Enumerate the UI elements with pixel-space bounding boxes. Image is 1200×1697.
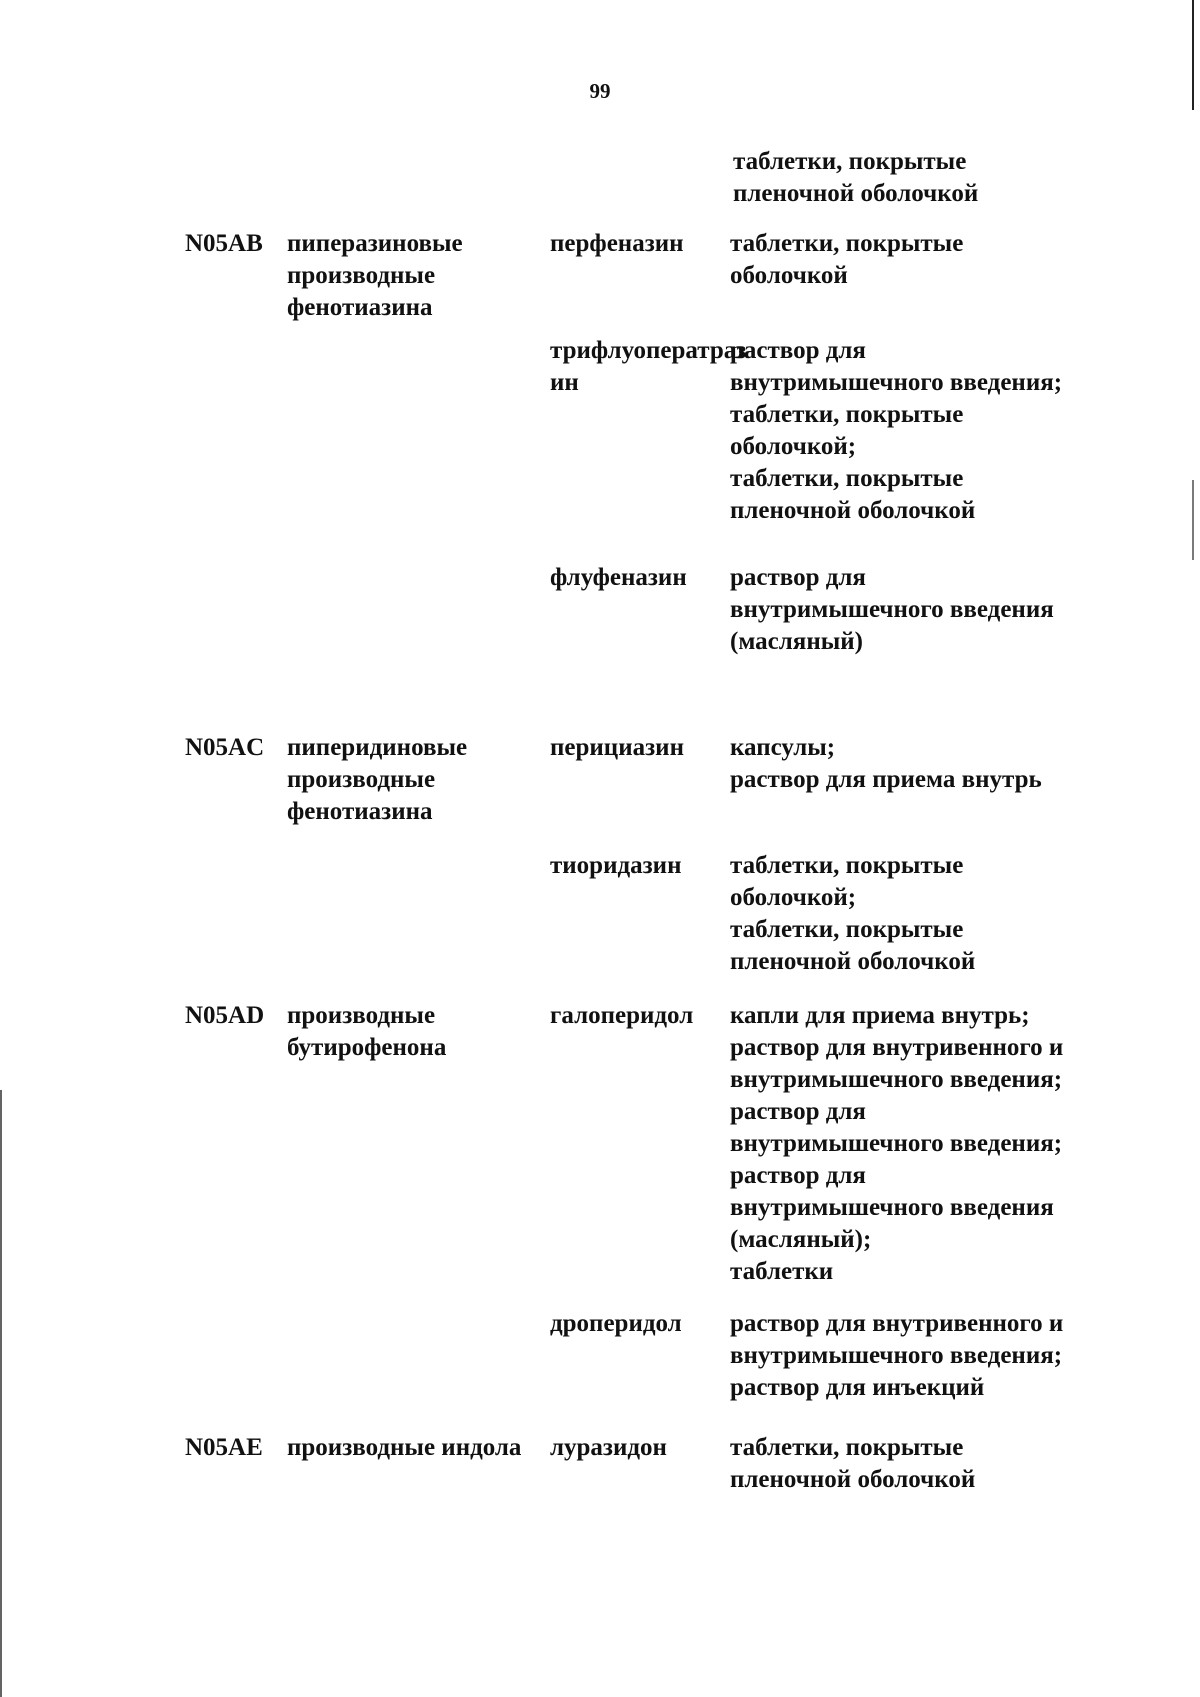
group-line: производные индола: [287, 1434, 522, 1461]
form-line: внутримышечного введения: [730, 596, 1054, 623]
group-line: фенотиазина: [287, 798, 433, 825]
group-line: производные: [287, 262, 436, 289]
drug-line: трифлуоператраз: [550, 337, 747, 364]
scan-edge-mark: [0, 1090, 2, 1697]
form-line: таблетки, покрытые: [730, 230, 964, 257]
form-line: капли для приема внутрь;: [730, 1002, 1030, 1029]
form-line: таблетки: [730, 1258, 834, 1285]
form-line: (масляный): [730, 628, 863, 655]
group-line: пиперазиновые: [287, 230, 463, 257]
drug-name: [550, 1308, 728, 1340]
atc-code: N05AD: [185, 1002, 265, 1029]
group-line: пиперидиновые: [287, 734, 468, 761]
form-line: пленочной оболочкой: [730, 1466, 976, 1493]
form-line: раствор для: [730, 1162, 866, 1189]
drug-line: галоперидол: [550, 1002, 694, 1029]
form-line: таблетки, покрытые: [730, 852, 964, 879]
drug-line: ин: [550, 369, 579, 396]
form-line: оболочкой;: [730, 884, 857, 911]
group-line: производные: [287, 766, 436, 793]
form-line: раствор для инъекций: [730, 1374, 985, 1401]
drug-line: перфеназин: [550, 230, 684, 257]
dosage-forms: [730, 335, 1160, 527]
drug-line: перициазин: [550, 734, 684, 761]
atc-group-name: [287, 228, 547, 324]
form-line: внутримышечного введения;: [730, 1342, 1063, 1369]
form-line: пленочной оболочкой: [733, 180, 979, 207]
form-line: капсулы;: [730, 734, 836, 761]
dosage-forms: [730, 1432, 1160, 1496]
drug-name: [550, 850, 728, 882]
drug-name: [550, 335, 747, 399]
form-line: раствор для внутривенного и: [730, 1034, 1064, 1061]
scan-edge-mark: [1192, 480, 1194, 560]
form-line: раствор для: [730, 564, 866, 591]
drug-name: [550, 1000, 728, 1032]
drug-name: [550, 228, 728, 260]
form-line: таблетки, покрытые: [730, 1434, 964, 1461]
atc-group-name: [287, 732, 547, 828]
drug-name: [550, 732, 728, 764]
dosage-forms: [730, 850, 1160, 978]
form-line: таблетки, покрытые: [733, 148, 967, 175]
form-line: таблетки, покрытые: [730, 401, 964, 428]
form-line: раствор для приема внутрь: [730, 766, 1042, 793]
drug-line: дроперидол: [550, 1310, 682, 1337]
atc-code: N05AC: [185, 734, 265, 761]
dosage-forms: [730, 228, 1160, 292]
group-line: фенотиазина: [287, 294, 433, 321]
atc-group-name: [287, 1000, 547, 1064]
form-line: внутримышечного введения;: [730, 369, 1063, 396]
form-line: (масляный);: [730, 1226, 872, 1253]
form-line: раствор для: [730, 1098, 866, 1125]
form-line: таблетки, покрытые: [730, 465, 964, 492]
dosage-forms: [730, 1308, 1160, 1404]
group-line: производные: [287, 1002, 436, 1029]
dosage-forms: [730, 732, 1160, 796]
drug-line: тиоридазин: [550, 852, 682, 879]
form-line: оболочкой: [730, 262, 848, 289]
form-line: пленочной оболочкой: [730, 948, 976, 975]
continued-dosage-form: [733, 146, 1153, 210]
dosage-forms: [730, 562, 1160, 658]
drug-name: [550, 562, 728, 594]
atc-group-name: [287, 1432, 547, 1464]
form-line: внутримышечного введения: [730, 1194, 1054, 1221]
drug-line: флуфеназин: [550, 564, 687, 591]
form-line: раствор для внутривенного и: [730, 1310, 1064, 1337]
form-line: оболочкой;: [730, 433, 857, 460]
form-line: внутримышечного введения;: [730, 1066, 1063, 1093]
atc-code: N05AE: [185, 1434, 263, 1461]
group-line: бутирофенона: [287, 1034, 447, 1061]
form-line: внутримышечного введения;: [730, 1130, 1063, 1157]
form-line: раствор для: [730, 337, 866, 364]
drug-name: [550, 1432, 728, 1464]
form-line: пленочной оболочкой: [730, 497, 976, 524]
scan-edge-mark: [1192, 0, 1194, 110]
dosage-forms: [730, 1000, 1160, 1288]
drug-line: луразидон: [550, 1434, 667, 1461]
form-line: таблетки, покрытые: [730, 916, 964, 943]
atc-code: N05AB: [185, 230, 263, 257]
page-number: 99: [589, 79, 611, 103]
